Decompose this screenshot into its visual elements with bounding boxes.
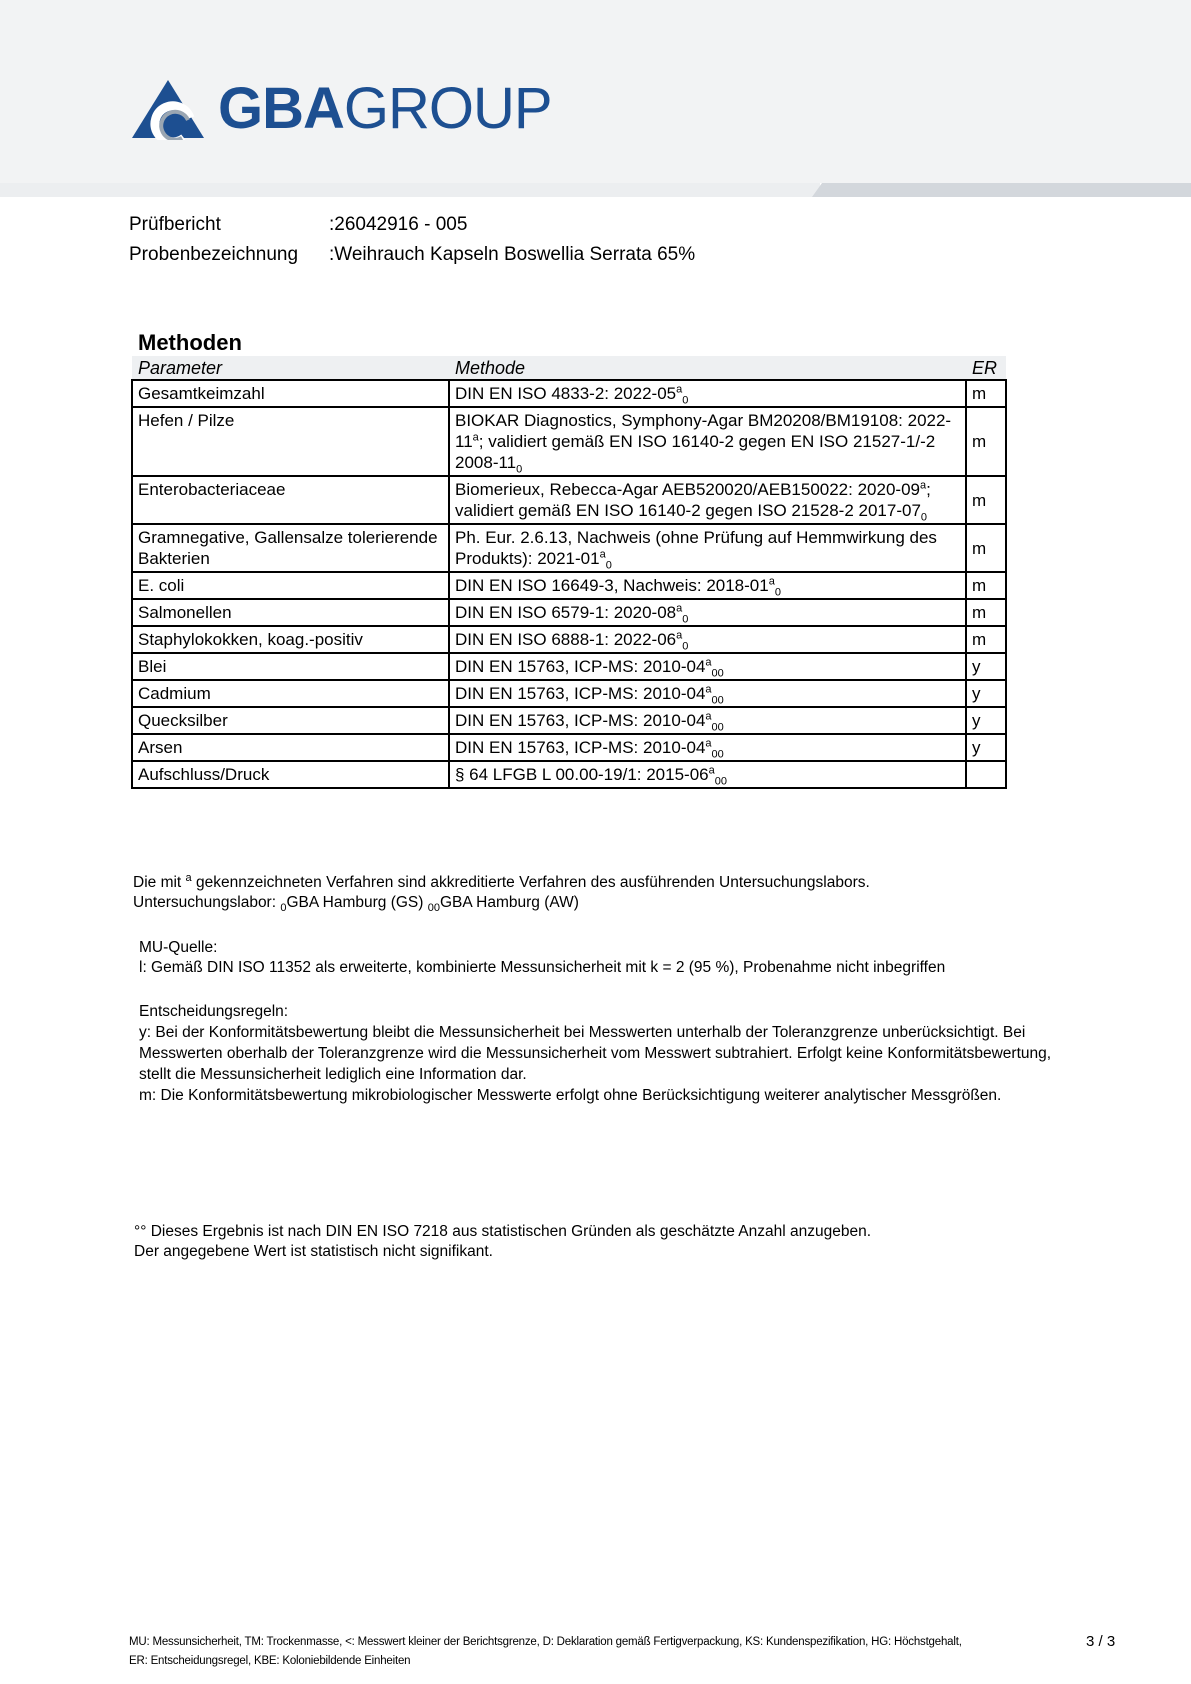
header-method: Methode bbox=[449, 356, 966, 380]
parameter-cell: Gramnegative, Gallensalze tolerierende Bakterien bbox=[132, 524, 449, 572]
table-row bbox=[132, 734, 1006, 761]
sample-name-row bbox=[129, 240, 695, 270]
parameter-cell: Blei bbox=[132, 653, 449, 680]
er-cell: m bbox=[966, 407, 1006, 476]
method-cell bbox=[449, 380, 966, 407]
method-text: BIOKAR Diagnostics, Symphony-Agar BM20208/BM19108: 2022-11 bbox=[455, 411, 952, 451]
mu-text: l: Gemäß DIN ISO 11352 als erweiterte, kombinierte Messunsicherheit mit k = 2 (95 %), Probenahme nicht inbegriffen bbox=[139, 959, 946, 976]
method-cell bbox=[449, 524, 966, 572]
method-text: DIN EN ISO 16649-3, Nachweis: 2018-01 bbox=[455, 576, 769, 595]
lab-sub-1: 0 bbox=[280, 902, 287, 915]
method-sub: 00 bbox=[711, 694, 724, 707]
method-text: Ph. Eur. 2.6.13, Nachweis (ohne Prüfung auf Hemmwirkung des Produkts): 2021-01 bbox=[455, 528, 937, 568]
parameter-cell: Aufschluss/Druck bbox=[132, 761, 449, 788]
rule-y: y: Bei der Konformitätsbewertung bleibt die Messunsicherheit bei Messwerten unterhalb der Toleranzgrenze unberücksichtigt. Bei Messwerten oberhalb der Toleranzgrenze wird die Messunsicherheit vom Messwert subtrahiert. Erfolgt keine Konformitätsbewertung, stellt die Messunsicherheit lediglich eine Information dar. bbox=[139, 1024, 1052, 1083]
accreditation-note bbox=[133, 873, 870, 893]
er-cell: y bbox=[966, 707, 1006, 734]
table-row bbox=[132, 380, 1006, 407]
parameter-cell: Enterobacteriaceae bbox=[132, 476, 449, 524]
parameter-cell: Gesamtkeimzahl bbox=[132, 380, 449, 407]
report-number-label: Prüfbericht bbox=[129, 214, 221, 235]
header-er: ER bbox=[966, 356, 1006, 380]
method-text: DIN EN 15763, ICP-MS: 2010-04 bbox=[455, 657, 706, 676]
er-cell: y bbox=[966, 734, 1006, 761]
method-sub: 0 bbox=[920, 511, 928, 524]
lab-sub-2: 00 bbox=[427, 902, 440, 915]
method-sup: a bbox=[705, 683, 712, 696]
sample-name-label: Probenbezeichnung bbox=[129, 244, 299, 265]
header-parameter: Parameter bbox=[132, 356, 449, 380]
statistics-note bbox=[134, 1222, 871, 1262]
method-sup: a bbox=[676, 383, 683, 396]
er-cell: m bbox=[966, 524, 1006, 572]
accreditation-sup: a bbox=[185, 871, 192, 884]
method-cell bbox=[449, 476, 966, 524]
er-cell: m bbox=[966, 572, 1006, 599]
logo-text bbox=[218, 76, 552, 141]
er-cell: m bbox=[966, 626, 1006, 653]
er-cell: m bbox=[966, 476, 1006, 524]
parameter-cell: Salmonellen bbox=[132, 599, 449, 626]
accreditation-pre: Die mit bbox=[133, 874, 186, 891]
method-text: DIN EN ISO 6579-1: 2020-08 bbox=[455, 603, 677, 622]
method-sup: a bbox=[599, 548, 606, 561]
parameter-cell: Quecksilber bbox=[132, 707, 449, 734]
method-sup: a bbox=[708, 764, 715, 777]
method-text: DIN EN 15763, ICP-MS: 2010-04 bbox=[455, 738, 706, 757]
methods-table-body bbox=[132, 380, 1006, 788]
lab-note bbox=[133, 893, 870, 913]
report-number-row bbox=[129, 210, 695, 240]
parameter-cell: Staphylokokken, koag.-positiv bbox=[132, 626, 449, 653]
method-cell bbox=[449, 653, 966, 680]
method-sub: 0 bbox=[605, 559, 612, 572]
method-cell bbox=[449, 734, 966, 761]
method-sub: 0 bbox=[682, 640, 689, 653]
header-rule-light bbox=[0, 183, 820, 197]
method-sub: 0 bbox=[682, 613, 689, 626]
methods-table bbox=[131, 356, 1007, 789]
table-header-row bbox=[132, 356, 1006, 380]
table-row bbox=[132, 680, 1006, 707]
company-logo bbox=[132, 78, 552, 140]
table-row bbox=[132, 761, 1006, 788]
method-cell bbox=[449, 599, 966, 626]
parameter-cell: E. coli bbox=[132, 572, 449, 599]
table-row bbox=[132, 476, 1006, 524]
table-row bbox=[132, 524, 1006, 572]
method-text: DIN EN ISO 4833-2: 2022-05 bbox=[455, 384, 677, 403]
statistics-line-1: °° Dieses Ergebnis ist nach DIN EN ISO 7218 aus statistischen Gründen als geschätzte Anzahl anzugeben. bbox=[134, 1223, 871, 1240]
er-cell: m bbox=[966, 599, 1006, 626]
method-text-continued: ; validiert gemäß EN ISO 16140-2 gegen EN ISO 21527-1/-2 2008-11 bbox=[455, 432, 936, 472]
lab-1: GBA Hamburg (GS) bbox=[286, 894, 428, 911]
method-cell bbox=[449, 572, 966, 599]
method-text: DIN EN ISO 6888-1: 2022-06 bbox=[455, 630, 677, 649]
method-cell bbox=[449, 407, 966, 476]
footer-abbreviations bbox=[129, 1633, 1009, 1671]
accreditation-post: gekennzeichneten Verfahren sind akkreditierte Verfahren des ausführenden Untersuchungslabors. bbox=[191, 874, 870, 891]
report-meta bbox=[129, 210, 695, 270]
method-cell bbox=[449, 626, 966, 653]
lab-2: GBA Hamburg (AW) bbox=[439, 894, 579, 911]
sample-name-value: :Weihrauch Kapseln Boswellia Serrata 65% bbox=[329, 244, 696, 265]
method-sub: 0 bbox=[516, 463, 523, 476]
method-sup: a bbox=[472, 431, 479, 444]
section-title: Methoden bbox=[138, 330, 242, 355]
mu-title: MU-Quelle: bbox=[139, 939, 218, 956]
method-text: DIN EN 15763, ICP-MS: 2010-04 bbox=[455, 711, 706, 730]
method-cell bbox=[449, 707, 966, 734]
method-sup: a bbox=[676, 602, 683, 615]
rule-m: m: Die Konformitätsbewertung mikrobiologischer Messwerte erfolgt ohne Berücksichtigung weiterer analytischer Messgrößen. bbox=[139, 1087, 1002, 1104]
method-text: Biomerieux, Rebecca-Agar AEB520020/AEB150022: 2020-09 bbox=[455, 480, 920, 499]
method-sup: a bbox=[705, 656, 712, 669]
method-sup: a bbox=[705, 710, 712, 723]
table-row bbox=[132, 572, 1006, 599]
table-row bbox=[132, 599, 1006, 626]
method-sub: 00 bbox=[711, 667, 724, 680]
report-number-value: :26042916 - 005 bbox=[329, 214, 468, 235]
table-row bbox=[132, 653, 1006, 680]
table-row bbox=[132, 626, 1006, 653]
gba-logo-icon bbox=[132, 78, 204, 140]
method-sup: a bbox=[705, 737, 712, 750]
accreditation-notes bbox=[133, 873, 870, 913]
parameter-cell: Cadmium bbox=[132, 680, 449, 707]
er-cell: m bbox=[966, 380, 1006, 407]
method-sup: a bbox=[676, 629, 683, 642]
footer-line-1: MU: Messunsicherheit, TM: Trockenmasse, <: Messwert kleiner der Berichtsgrenze, D: Deklaration gemäß Fertigverpackung, KS: Kundenspezifikation, HG: Höchstgehalt, bbox=[129, 1636, 962, 1648]
method-sub: 00 bbox=[711, 748, 724, 761]
header-rule-dark bbox=[812, 183, 1191, 197]
method-cell bbox=[449, 761, 966, 788]
method-sub: 00 bbox=[714, 775, 727, 788]
logo-text-light: GROUP bbox=[343, 76, 552, 141]
lab-label: Untersuchungslabor: bbox=[133, 894, 281, 911]
page-number: 3 / 3 bbox=[1086, 1633, 1116, 1650]
er-cell: y bbox=[966, 680, 1006, 707]
method-sub: 0 bbox=[682, 394, 689, 407]
method-sub: 0 bbox=[774, 586, 781, 599]
decision-rules bbox=[139, 1001, 1079, 1106]
rules-title: Entscheidungsregeln: bbox=[139, 1003, 289, 1020]
footer-line-2: ER: Entscheidungsregel, KBE: Koloniebildende Einheiten bbox=[129, 1655, 411, 1667]
header-rule bbox=[0, 183, 1191, 197]
parameter-cell: Arsen bbox=[132, 734, 449, 761]
method-sub: 00 bbox=[711, 721, 724, 734]
statistics-line-2: Der angegebene Wert ist statistisch nicht signifikant. bbox=[134, 1243, 493, 1260]
method-sup: a bbox=[768, 575, 775, 588]
table-row bbox=[132, 407, 1006, 476]
table-row bbox=[132, 707, 1006, 734]
er-cell: y bbox=[966, 653, 1006, 680]
er-cell bbox=[966, 761, 1006, 788]
method-cell bbox=[449, 680, 966, 707]
parameter-cell: Hefen / Pilze bbox=[132, 407, 449, 476]
method-text: § 64 LFGB L 00.00-19/1: 2015-06 bbox=[455, 765, 709, 784]
logo-text-bold: GBA bbox=[218, 76, 344, 141]
method-text: DIN EN 15763, ICP-MS: 2010-04 bbox=[455, 684, 706, 703]
method-text-continued: ; validiert gemäß EN ISO 16140-2 gegen ISO 21528-2 2017-07 bbox=[455, 480, 931, 520]
mu-source bbox=[139, 938, 945, 978]
method-sup: a bbox=[919, 479, 927, 492]
